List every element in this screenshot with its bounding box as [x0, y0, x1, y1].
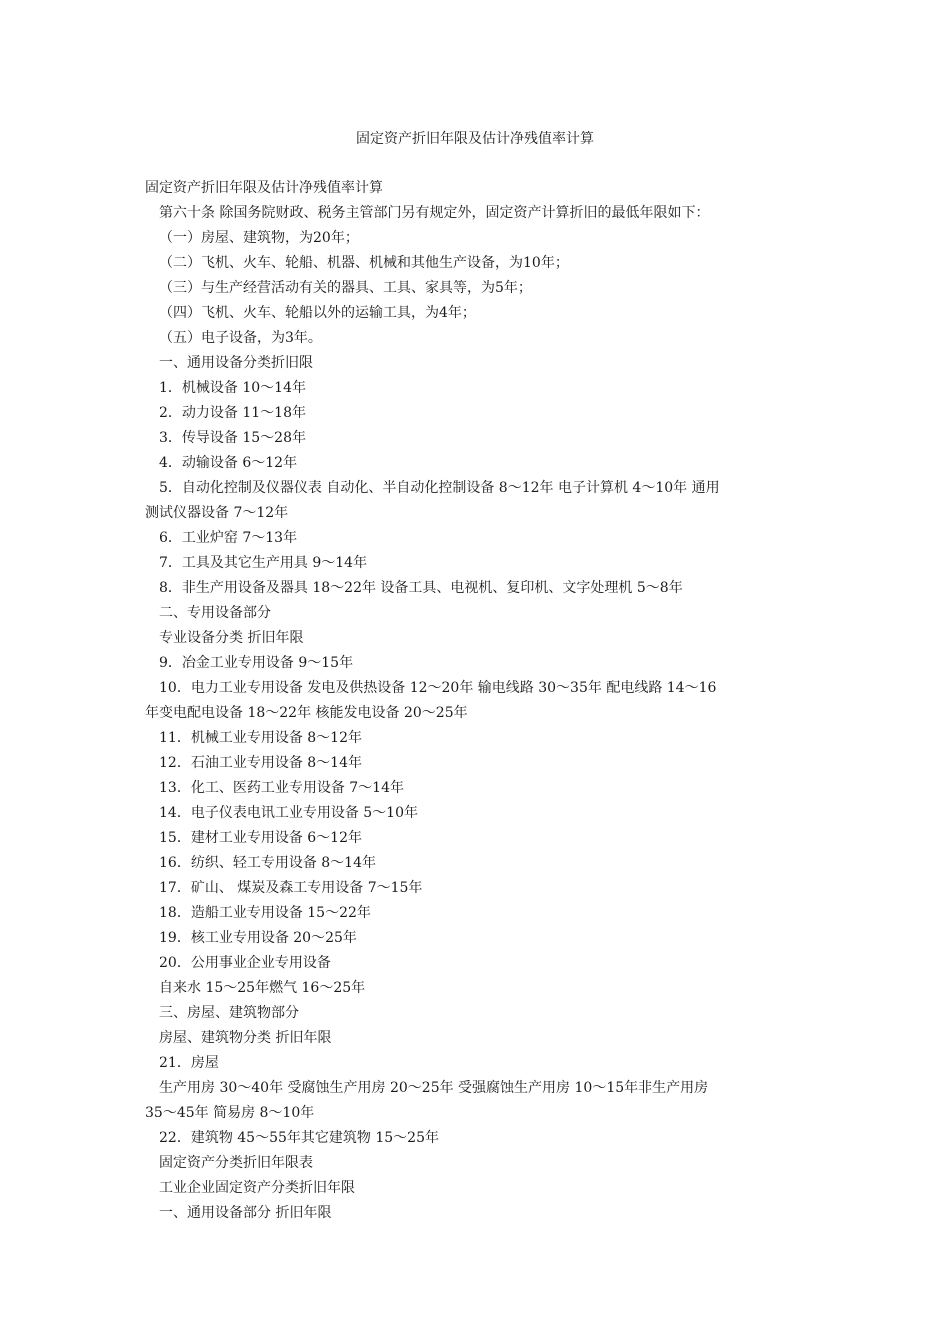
text-line: 一、通用设备分类折旧限 — [159, 355, 313, 371]
text-line: 工业企业固定资产分类折旧年限 — [159, 1180, 355, 1196]
text-line: 6．工业炉窑 7～13年 — [159, 530, 298, 546]
text-line: 第六十条 除国务院财政、税务主管部门另有规定外，固定资产计算折旧的最低年限如下： — [159, 205, 710, 221]
text-line: （三）与生产经营活动有关的器具、工具、家具等，为5年； — [159, 280, 532, 296]
text-line: 8．非生产用设备及器具 18～22年 设备工具、电视机、复印机、文字处理机 5～8年 — [159, 580, 683, 596]
text-line: 18．造船工业专用设备 15～22年 — [159, 905, 371, 921]
text-line: 7．工具及其它生产用具 9～14年 — [159, 555, 368, 571]
text-line: 4．动输设备 6～12年 — [159, 455, 298, 471]
text-line: 11．机械工业专用设备 8～12年 — [159, 730, 362, 746]
text-line: 自来水 15～25年燃气 16～25年 — [159, 980, 366, 996]
text-line: （一）房屋、建筑物，为20年； — [159, 230, 359, 246]
text-line: （四）飞机、火车、轮船以外的运输工具，为4年； — [159, 305, 476, 321]
text-line: 9．冶金工业专用设备 9～15年 — [159, 655, 354, 671]
text-line: 10．电力工业专用设备 发电及供热设备 12～20年 输电线路 30～35年 配电线路 14～16 — [159, 680, 717, 696]
text-line: 21．房屋 — [159, 1055, 219, 1071]
text-line: 16．纺织、轻工专用设备 8～14年 — [159, 855, 376, 871]
text-line: 测试仪器设备 7～12年 — [145, 505, 289, 521]
text-line: 1．机械设备 10～14年 — [159, 380, 306, 396]
text-line: 15．建材工业专用设备 6～12年 — [159, 830, 362, 846]
text-line: 专业设备分类 折旧年限 — [159, 630, 304, 646]
text-line: 二、专用设备部分 — [159, 605, 271, 621]
text-line: （二）飞机、火车、轮船、机器、机械和其他生产设备，为10年； — [159, 255, 569, 271]
text-line: 35～45年 简易房 8～10年 — [145, 1105, 315, 1121]
text-line: 房屋、建筑物分类 折旧年限 — [159, 1030, 332, 1046]
text-line: 20．公用事业企业专用设备 — [159, 955, 331, 971]
document-body — [145, 176, 810, 1226]
text-line: 17．矿山、 煤炭及森工专用设备 7～15年 — [159, 880, 423, 896]
text-line: 生产用房 30～40年 受腐蚀生产用房 20～25年 受强腐蚀生产用房 10～15年非生产用房 — [159, 1080, 709, 1096]
text-line: 12．石油工业专用设备 8～14年 — [159, 755, 362, 771]
text-line: 3．传导设备 15～28年 — [159, 430, 306, 446]
text-line: 13．化工、医药工业专用设备 7～14年 — [159, 780, 404, 796]
text-line: 三、房屋、建筑物部分 — [159, 1005, 299, 1021]
text-line: 2．动力设备 11～18年 — [159, 405, 306, 421]
text-line: 一、通用设备部分 折旧年限 — [159, 1205, 332, 1221]
text-line: 19．核工业专用设备 20～25年 — [159, 930, 357, 946]
text-line: 固定资产分类折旧年限表 — [159, 1155, 313, 1171]
text-line: （五）电子设备，为3年。 — [159, 330, 322, 346]
page-title: 固定资产折旧年限及估计净残值率计算 — [356, 131, 594, 147]
text-line: 5．自动化控制及仪器仪表 自动化、半自动化控制设备 8～12年 电子计算机 4～10年 通用 — [159, 480, 720, 496]
text-line: 14．电子仪表电讯工业专用设备 5～10年 — [159, 805, 418, 821]
text-line: 22．建筑物 45～55年其它建筑物 15～25年 — [159, 1130, 439, 1146]
text-line: 固定资产折旧年限及估计净残值率计算 — [145, 180, 383, 196]
text-line: 年变电配电设备 18～22年 核能发电设备 20～25年 — [145, 705, 468, 721]
